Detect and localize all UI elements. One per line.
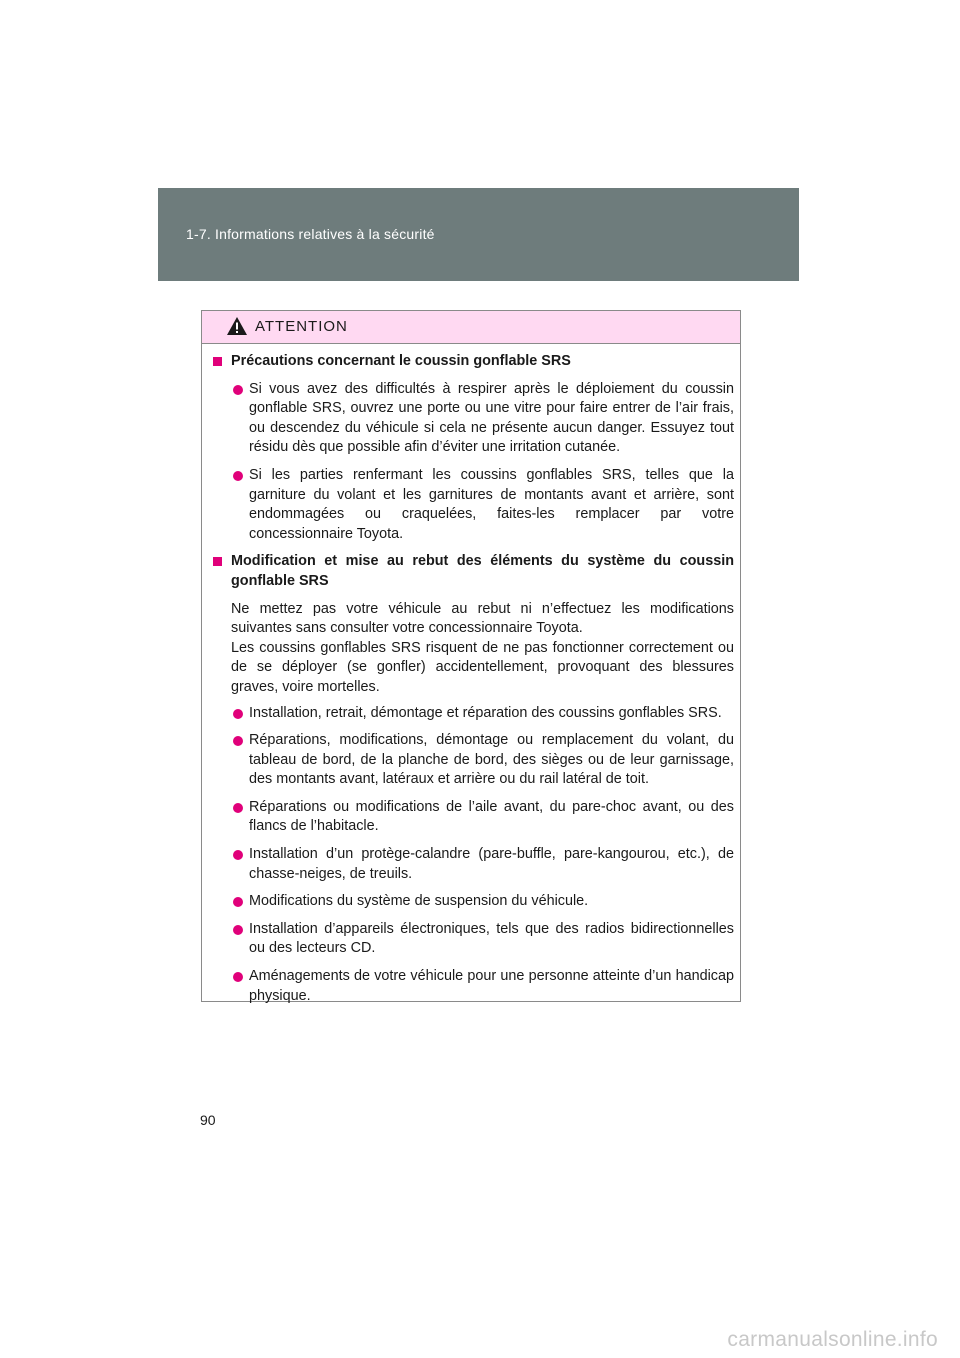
round-bullet-icon <box>233 385 243 395</box>
list-item: Installation d’appareils électroniques, tels que des radios bidirectionnelles ou des lecteurs CD. <box>213 920 734 959</box>
round-bullet-icon <box>233 736 243 746</box>
section-header-band <box>158 188 799 281</box>
watermark: carmanualsonline.info <box>727 1328 938 1351</box>
section-heading: Précautions concernant le coussin gonflable SRS <box>213 352 734 372</box>
warning-label: ATTENTION <box>255 318 348 335</box>
list-item: Aménagements de votre véhicule pour une personne atteinte d’un handicap physique. <box>213 967 734 1006</box>
section-srs-modification <box>213 552 734 1006</box>
warning-header <box>202 311 740 344</box>
list-item: Si vous avez des difficultés à respirer après le déploiement du coussin gonflable SRS, ouvrez une porte ou une vitre pour faire entrer de l’air frais, ou descendez du véhicule si cela ne présente aucun danger. Essuyez tout résidu dès que possible afin d’éviter une irritation cutanée. <box>213 380 734 458</box>
round-bullet-icon <box>233 803 243 813</box>
section-title: 1-7. Informations relatives à la sécurité <box>186 226 435 242</box>
list-item: Réparations, modifications, démontage ou remplacement du volant, du tableau de bord, de la planche de bord, des sièges ou de leur garnissage, des montants avant, latéraux et arrière ou du rail latéral de toit. <box>213 731 734 790</box>
round-bullet-icon <box>233 897 243 907</box>
list-item: Modifications du système de suspension du véhicule. <box>213 892 734 912</box>
paragraph: Ne mettez pas votre véhicule au rebut ni n’effectuez les modifications suivantes sans consulter votre concessionnaire Toyota. Les coussins gonflables SRS risquent de ne pas fonctionner correctement ou de se déployer (se gonfler) accidentellement, provoquant des blessures graves, voire mortelles. <box>231 600 734 695</box>
round-bullet-icon <box>233 471 243 481</box>
section-srs-precautions <box>213 352 734 544</box>
list-item: Réparations ou modifications de l’aile avant, du pare-choc avant, ou des flancs de l’habitacle. <box>213 798 734 837</box>
round-bullet-icon <box>233 850 243 860</box>
page-number: 90 <box>200 1112 216 1128</box>
list-item: Si les parties renfermant les coussins gonflables SRS, telles que la garniture du volant et les garnitures de montants avant et arrière, sont endommagées ou craquelées, faites-les remplacer par votre concessionnaire Toyota. <box>213 466 734 544</box>
square-bullet-icon <box>213 357 222 366</box>
round-bullet-icon <box>233 709 243 719</box>
list-item: Installation, retrait, démontage et réparation des coussins gonflables SRS. <box>213 704 734 724</box>
round-bullet-icon <box>233 972 243 982</box>
warning-body <box>202 344 740 1006</box>
list-item: Installation d’un protège-calandre (pare-buffle, pare-kangourou, etc.), de chasse-neiges, de treuils. <box>213 845 734 884</box>
round-bullet-icon <box>233 925 243 935</box>
warning-triangle-icon <box>226 316 248 336</box>
section-heading: Modification et mise au rebut des éléments du système du coussin gonflable SRS <box>213 552 734 591</box>
square-bullet-icon <box>213 557 222 566</box>
warning-box <box>201 310 741 1002</box>
